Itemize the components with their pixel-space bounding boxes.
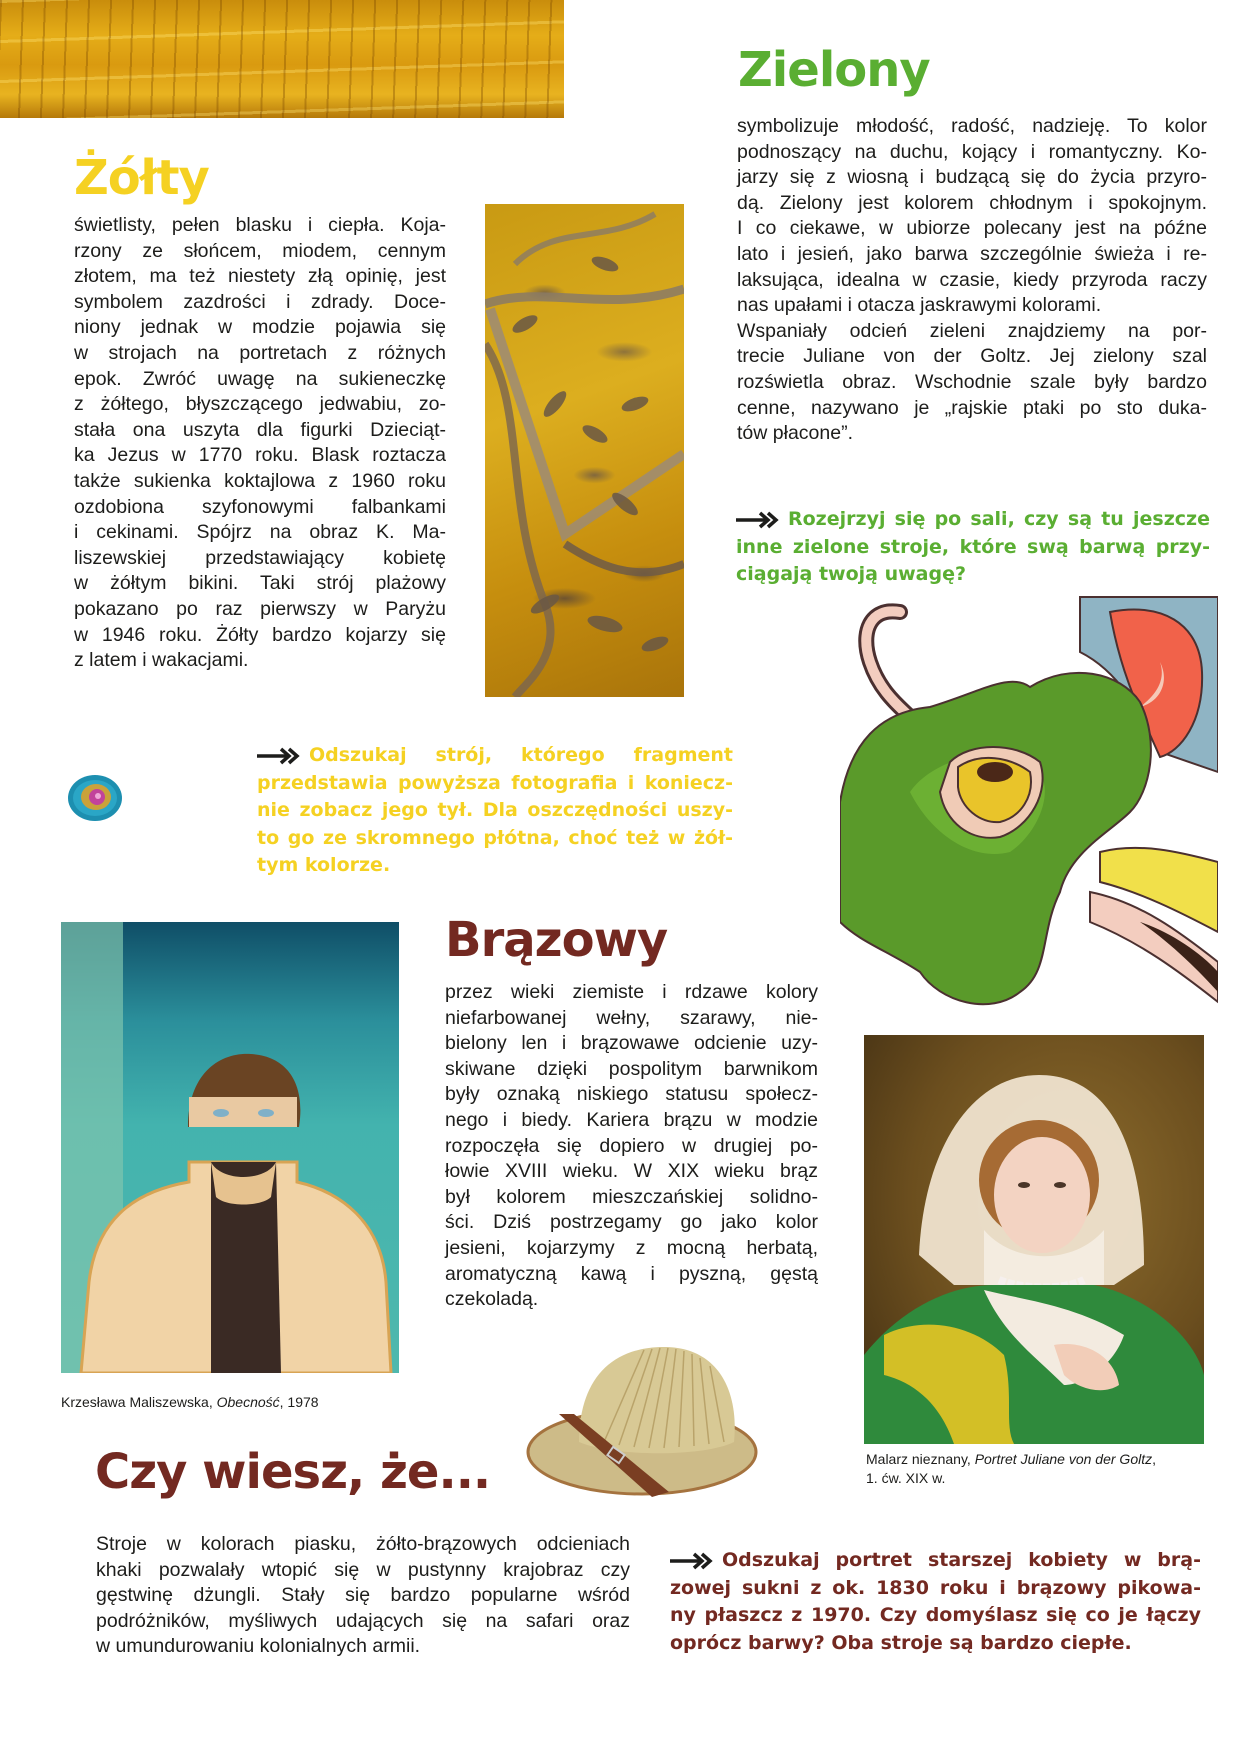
text-line: świetlisty, pełen blasku i ciepła. Koja- [74,214,446,236]
green-body-text [737,114,1207,447]
sequin-photo [67,773,124,823]
text-line: i cekinami. Spójrz na obraz K. Ma- [74,521,446,544]
section-title-brown: Brązowy [445,912,668,968]
caption-title: Portret Juliane von der Goltz [974,1451,1153,1467]
text-line: ka Jezus w 1770 roku. Blask roztacza [74,444,446,467]
text-line: także sukienka koktajlowa z 1960 roku [74,469,446,492]
caption-goltz [866,1450,1156,1488]
text-line: pokazano po raz pierwszy w Paryżu [74,597,446,620]
text-line: nego i biedy. Kariera brązu w modzie [445,1108,818,1131]
note-line: ny płaszcz z 1970. Czy domyślasz się co je łączy [670,1604,1201,1626]
text-line: rozświetla obraz. Wschodnie szale były bardzo [737,370,1207,393]
text-line: Wspaniały odcień zieleni znajdziemy na por- [737,319,1207,342]
text-line: aromatyczną kawą i pyszną, gęstą [445,1262,818,1285]
text-line: jarzy się z wiosną i budzącą się do życia przyro- [737,166,1207,189]
text-line: symbolizuje młodość, radość, nadzieję. To kolor [737,115,1207,137]
double-arrow-icon [736,511,780,529]
text-line: laksująca, idealna w czasie, kiedy przyroda raczy [737,268,1207,291]
text-line: niony jednak w modzie pojawia się [74,316,446,339]
text-line: stała ona uszyta dla figurki Dzieciąt- [74,418,446,441]
note-line: przedstawia powyższa fotografia i koniecz- [257,771,733,794]
note-line: Odszukaj portret starszej kobiety w brą- [722,1549,1201,1571]
did-you-know-body-text [96,1532,630,1660]
text-line: skiwane dzięki pospolitym barwnikom [445,1057,818,1080]
text-line: w strojach na portretach z różnych [74,341,446,364]
section-title-yellow: Żółty [74,150,209,206]
text-line: nas upałami i otacza jaskrawymi kolorami. [737,294,1102,317]
text-line: podnoszący na duchu, kojący i romantyczny. Ko- [737,140,1207,163]
text-line: tów płacone”. [737,422,853,445]
double-arrow-icon [257,747,301,765]
text-line: bielony len i brązowawe odcienie uzy- [445,1032,818,1055]
brown-note [670,1547,1201,1657]
caption-title: Obecność [216,1394,280,1410]
caption-author: Krzesława Maliszewska, [61,1394,217,1410]
embroidery-pattern [485,204,684,697]
note-line: Odszukaj strój, którego fragment [309,744,733,766]
text-line: ozdobiona szyfonowymi falbankami [74,495,446,518]
text-line: łowie XVIII wieku. W XIX wieku brąz [445,1160,818,1183]
text-line: podróżników, myśliwych udających się na safari oraz [96,1609,630,1632]
text-line: khaki pozwalały wtopić się w pustynny krajobraz czy [96,1558,630,1581]
text-line: przez wieki ziemiste i rdzawe kolory [445,981,818,1003]
note-line: zowej sukni z ok. 1830 roku i brązowy pikowa- [670,1576,1201,1599]
text-line: lato i jesień, jako barwa szczególnie świeża i re- [737,242,1207,265]
text-line: z żółtego, błyszczącego jedwabiu, zo- [74,393,446,416]
note-line: ciągają twoją uwagę? [736,563,967,585]
maliszewska-obecnosc-painting [61,922,399,1373]
text-line: Stroje w kolorach piasku, żółto-brązowych odcieniach [96,1533,630,1555]
brown-body-text [445,980,818,1313]
text-line: niefarbowanej wełny, szarawy, nie- [445,1006,818,1029]
note-line: Rozejrzyj się po sali, czy są tu jeszcze [788,508,1210,530]
text-line: w umundurowaniu kolonialnych armii. [96,1635,421,1658]
text-line: w żółtym bikini. Taki strój plażowy [74,572,446,595]
yellow-body-text [74,213,446,674]
juliane-von-der-goltz-portrait [864,1035,1204,1444]
section-title-green: Zielony [738,42,930,98]
text-line: były oznaką niskiego statusu społecz- [445,1083,818,1106]
note-line: nie zobacz jego tył. Dla oszczędności uszy- [257,799,733,821]
gold-relief-photo [0,0,564,118]
caption-year: , 1978 [279,1394,319,1410]
text-line: I co ciekawe, w ubiorze polecany jest na późne [737,217,1207,240]
note-line: to go ze skromnego płótna, choć też w żół- [257,826,733,849]
caption-maliszewska [61,1393,319,1412]
embroidered-dress-photo [485,204,684,697]
text-line: trecie Juliane von der Goltz. Jej zielony szal [737,345,1207,368]
section-title-did-you-know: Czy wiesz, że... [95,1444,491,1500]
text-line: gęstwinę dżungli. Stały się bardzo popularne wśród [96,1584,630,1607]
text-line: rzony ze słońcem, miodem, cennym [74,239,446,262]
text-line: w 1946 roku. Żółty bardzo kojarzy się [74,623,446,646]
note-line: inne zielone stroje, które swą barwą przy- [736,535,1210,558]
caption-date: 1. ćw. XIX w. [866,1470,946,1486]
text-line: rozpoczęła się dopiero w drugiej po- [445,1134,818,1157]
caption-punct: , [1152,1451,1156,1467]
yellow-note [257,742,733,880]
text-line: symbolem zazdrości i zdrady. Doce- [74,290,446,313]
text-line: z latem i wakacjami. [74,649,249,672]
text-line: liszewskiej przedstawiający kobietę [74,546,446,569]
double-arrow-icon [670,1552,714,1570]
note-line: oprócz barwy? Oba stroje są bardzo ciepłe. [670,1631,1132,1654]
note-line: tym kolorze. [257,854,391,876]
pith-helmet-photo [524,1342,760,1500]
flower-textile-photo [840,592,1218,1016]
green-note [736,506,1210,589]
text-line: czekoladą. [445,1288,539,1311]
caption-author: Malarz nieznany, [866,1451,975,1467]
text-line: był kolorem mieszczańskiej solidno- [445,1185,818,1208]
text-line: jesieni, kojarzymy z mocną herbatą, [445,1236,818,1259]
text-line: dą. Zielony jest kolorem chłodnym i spokojnym. [737,191,1207,214]
text-line: cenne, nazywano je „rajskie ptaki po sto duka- [737,396,1207,419]
text-line: epok. Zwróć uwagę na sukieneczkę [74,367,446,390]
text-line: ści. Dziś postrzegamy go jako kolor [445,1211,818,1234]
text-line: złotem, ma też niestety złą opinię, jest [74,265,446,288]
